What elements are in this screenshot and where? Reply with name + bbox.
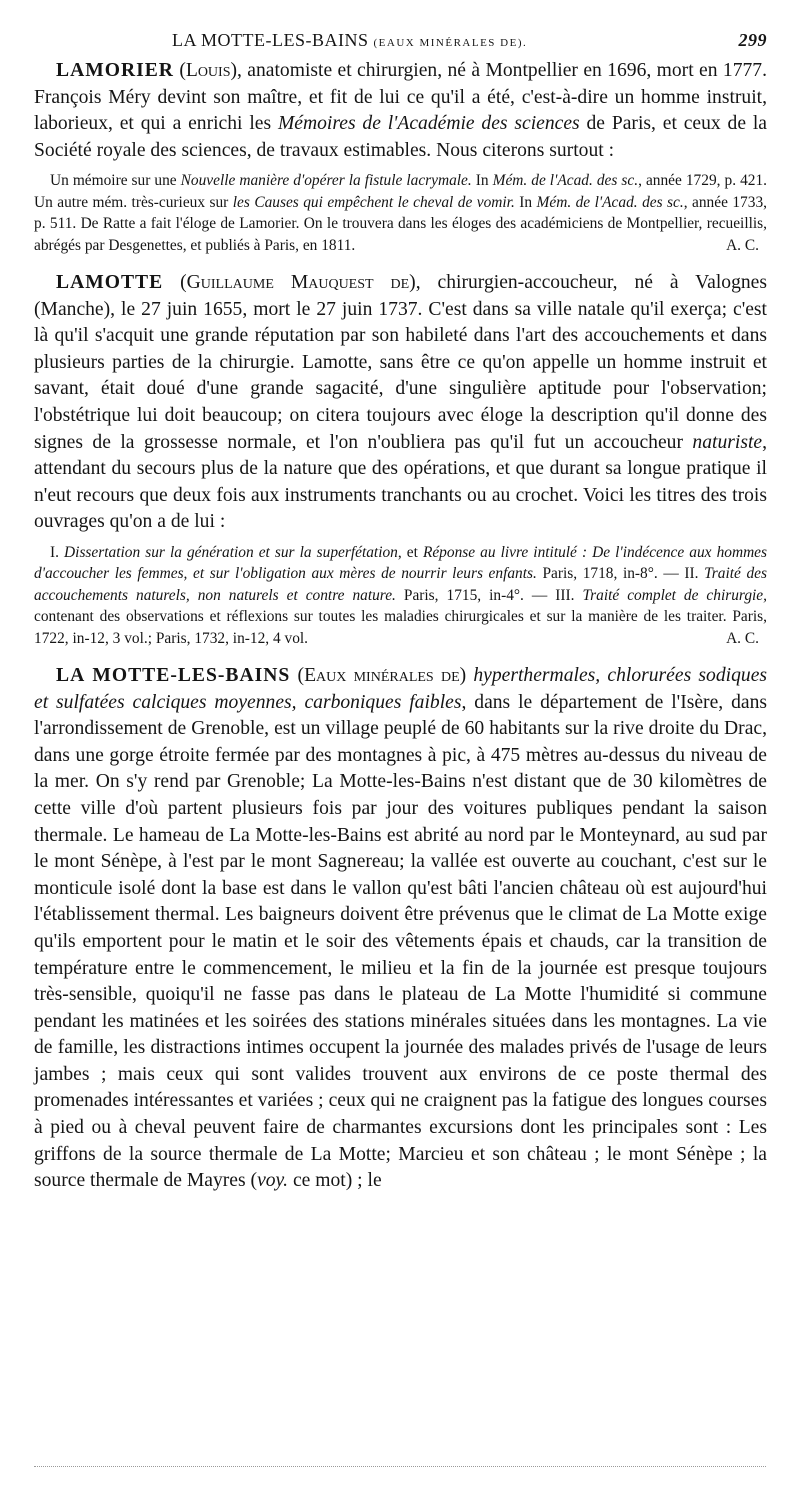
bib-lamotte-italic-2: Réponse au livre intitulé : De l'indécence aux hommes d'accoucher les femmes, et sur l'obligation aux mères de nourrir leurs enfants. [34,543,768,583]
entry-lamorier-text-1: , anatomiste et chirurgien, né à Montpellier en 1696, mort en 1777. François Méry devint son maître, et fit de lui ce qu'il a été, c'est-à-dire un homme instruit, laborieux, et qui a enrichi les [34,60,767,135]
bib-lamorier-text-4: In [514,193,537,211]
entry-lamorier-text-2: de Paris, et ceux de la Société royale des sciences, de travaux estimables. Nous citerons surtout : [34,113,768,161]
qualifier-lamotte: (Guillaume Mauquest de) [180,272,416,293]
running-header [34,30,767,58]
running-title-main: LA MOTTE-LES-BAINS [172,30,369,50]
entry-lamorier-italic-1: Mémoires de l'Académie des sciences [277,113,580,135]
entry-separator [34,649,767,663]
bib-lamorier-text-3: , année 1729, p. 421. Un autre mém. très-curieux sur [34,172,768,211]
bib-lamorier-italic-1: Nouvelle manière d'opérer la fistule lacrymale. [180,172,472,190]
bib-lamotte-text-1: I. [50,543,65,561]
footer-rule [34,1466,766,1467]
entry-motte-text-2: ce mot) ; le [288,1170,382,1192]
entry-lamotte [34,270,767,536]
headword-la-motte-les-bains: LA MOTTE-LES-BAINS [56,664,291,686]
bib-lamorier-text-5: , année 1733, p. 511. De Ratte a fait l'éloge de Lamorier. On le trouvera dans les éloges des académiciens de Montpellier, recueillis, abrégés par Desgenettes, et publiés à Paris, en 1811. [34,193,767,254]
page-number: 299 [738,30,767,50]
bibliography-lamotte [34,542,767,649]
bib-lamorier-italic-4: Mém. de l'Acad. des sc. [536,193,684,211]
bib-lamotte-text-4: Paris, 1715, in-4°. — III. [395,586,583,604]
bib-lamotte-text-3: Paris, 1718, in-8°. — II. [536,565,705,583]
bib-lamorier-text-1: Un mémoire sur une [50,172,181,190]
entry-lamorier [34,58,767,164]
qualifier-la-motte-les-bains: (Eaux minérales de) [297,664,467,686]
bib-lamotte-italic-3: Traité des accouchements naturels, non naturels et contre nature. [34,565,767,604]
page [34,30,767,1195]
signature-lamorier: A. C. [726,236,759,254]
headword-lamorier: LAMORIER [56,60,174,81]
running-title [172,30,527,51]
bib-lamotte-text-2: , et [397,543,423,561]
entry-lamotte-text-2: , attendant du secours plus de la nature que des opérations, et que durant sa longue pratique il n'eut recours que deux fois aux instruments tranchants ou au crochet. Voici les titres des trois ouvrages qu'on a de lui : [34,431,767,533]
bib-lamorier-italic-2: Mém. de l'Acad. des sc. [492,172,639,190]
qualifier-lamorier: (Louis) [179,60,238,81]
entry-lamotte-italic-1: naturiste [692,431,763,453]
bib-lamorier-text-2: In [471,172,493,190]
entry-la-motte-les-bains [34,663,767,1195]
entry-motte-italic-1: voy. [257,1170,289,1192]
entry-separator [34,256,767,270]
entry-motte-text-1: , dans le département de l'Isère, dans l'arrondissement de Grenoble, est un village peuplé de 60 habitants sur la rive droite du Drac, dans une gorge étroite fermée par des montagnes à pic, à 475 mètres au-dessus du niveau de la mer. On s'y rend par Grenoble; La Motte-les-Bains n'est distant que de 30 kilomètres de cette ville d'où partent plusieurs fois par jour des voitures publiques pendant la saison thermale. Le hameau de La Motte-les-Bains est abrité au nord par le Monteynard, au sud par le mont Sénèpe, à l'est par le mont Sagnereau; la vallée est ouverte au couchant, c'est sur le monticule isolé dont la base est dans le vallon qu'est bâti l'ancien château où est aujourd'hui l'établissement thermal. Les baigneurs doivent être prévenus que le climat de La Motte exige qu'ils emportent pour le matin et le soir des vêtements épais et chauds, car la transition de température entre le commencement, le milieu et la fin de la journée est presque toujours très-sensible, quoiqu'il ne fasse pas dans le plateau de La Motte l'humidité si commune pendant les matinées et les soirées des stations minérales situées dans les montagnes. La vie de famille, les distractions intimes occupent la journée des malades privés de l'usage de leurs jambes ; mais ceux qui sont valides trouvent aux environs de ce poste thermal des promenades intéressantes et variées ; ceux qui ne craignent pas la fatigue des longues courses à pied ou à cheval peuvent faire de charmantes excursions dont les principales sont : Les griffons de la source thermale de La Motte; Marcieu et son château ; le mont Sénèpe ; la source thermale de Mayres ( [34,691,767,1192]
running-title-sub: (EAUX MINÉRALES DE). [373,37,528,49]
entry-lamotte-text-1: , chirurgien-accoucheur, né à Valognes (Manche), le 27 juin 1655, mort le 27 juin 1737. C'est dans sa ville natale qu'il exerça; c'est là qu'il s'acquit une grande réputation par son habileté dans l'art des accouchements et dans plusieurs parties de la chirurgie. Lamotte, sans être ce qu'on appelle un homme instruit et savant, était doué d'une grande sagacité, d'une singulière aptitude pour l'observation; l'obstétrique lui doit beaucoup; on citera toujours avec éloge la description qu'il donne des signes de la grossesse normale, et l'on n'oubliera pas qu'il fut un accoucheur [34,272,767,453]
bibliography-lamorier [34,170,767,256]
bib-lamotte-italic-1: Dissertation sur la génération et sur la superfétation [64,543,398,561]
headword-lamotte: LAMOTTE [56,272,164,293]
bib-lamotte-italic-4: Traité complet de chirurgie, [582,586,767,604]
signature-lamotte: A. C. [726,629,759,647]
bib-lamotte-text-5: contenant des observations et réflexions sur toutes les maladies chirurgicales et sur la manière de les traiter. Paris, 1722, in-12, 3 vol.; Paris, 1732, in-12, 4 vol. [34,608,767,647]
bib-lamorier-italic-3: les Causes qui empêchent le cheval de vomir. [232,193,515,211]
entry-motte-italic-0: hyperthermales, chlorurées sodiques et sulfatées calciques moyennes, carboniques faibles [34,664,768,713]
